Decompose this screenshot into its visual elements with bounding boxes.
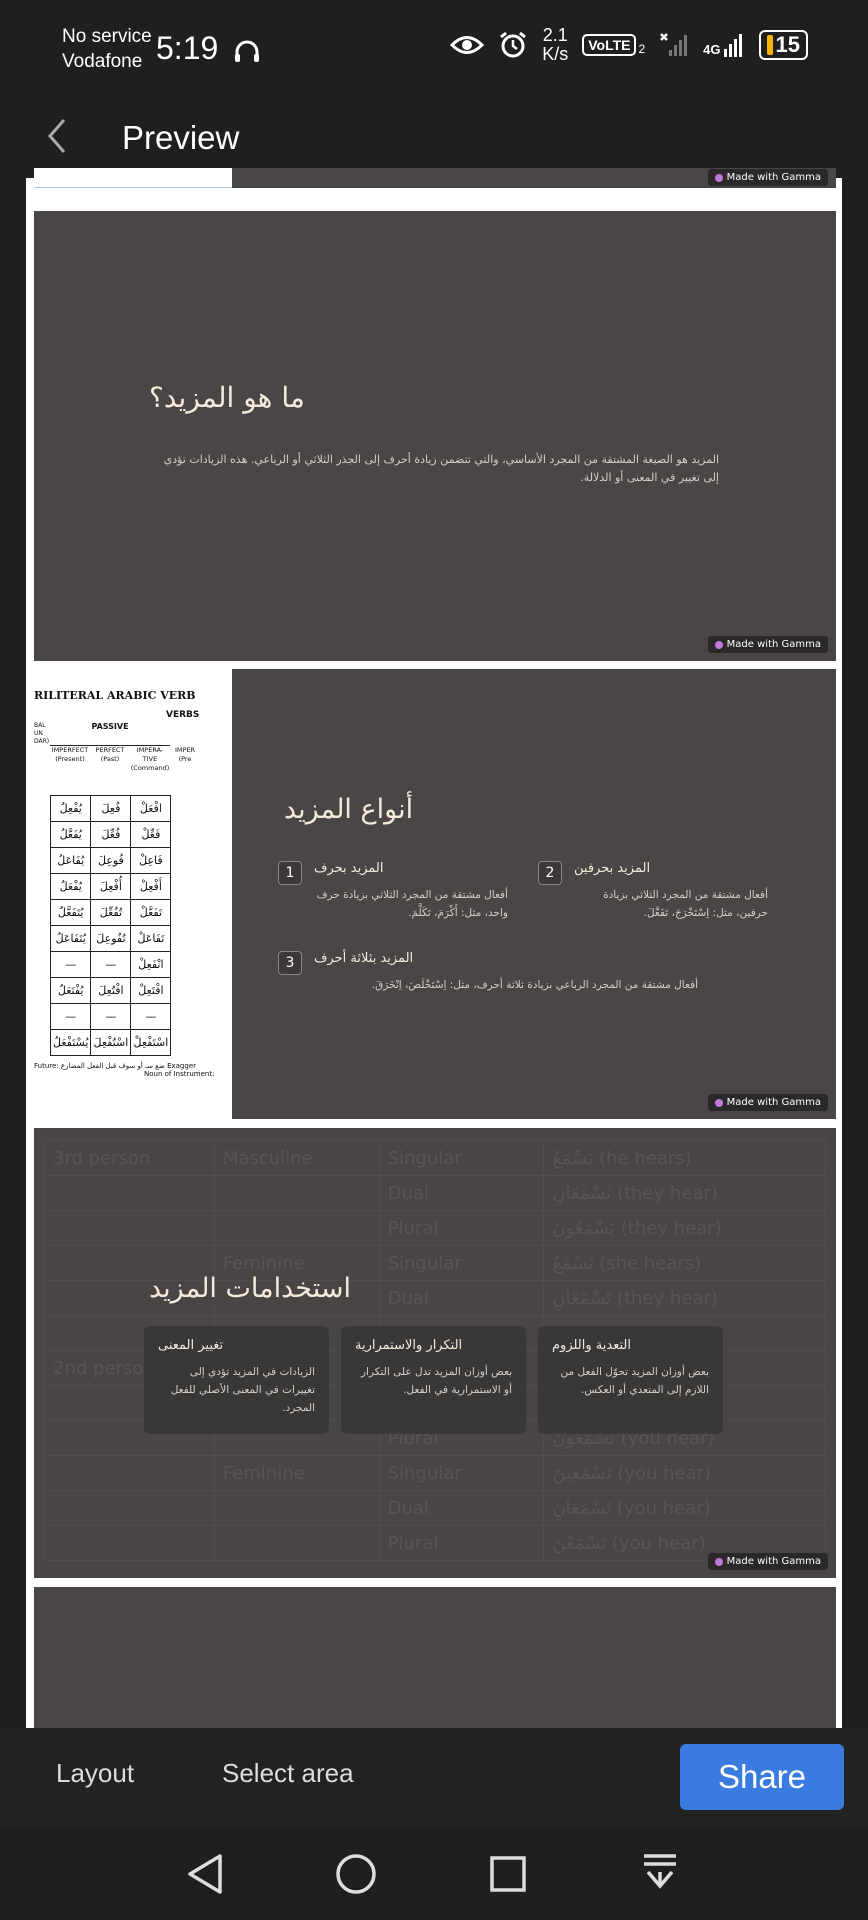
volte-badge: VoLTE [582,34,636,56]
use-card [341,1326,526,1434]
page-title: Preview [122,119,240,156]
status-bar [0,0,868,98]
verb-table-cell: يُفَاعَلُ [51,848,91,874]
badge-text: Made with Gamma [726,172,821,183]
use-card-desc: بعض أوزان المزيد تحوّل الفعل من اللازم إلى المتعدي أو العكس. [560,1366,709,1396]
use-card-title: التكرار والاستمرارية [355,1338,463,1353]
image-header-row [34,722,232,746]
type-title: المزيد بحرف [314,861,384,876]
image-footer-1: Future: ضع سـ أو سوف قبل الفعل المضارع [34,1062,165,1070]
home-circle-icon[interactable] [334,1852,378,1896]
notifications-down-icon[interactable] [640,1852,680,1896]
carrier-line2: Vodafone [62,51,143,72]
verb-table-cell: فَعِّلْ [131,822,171,848]
net-speed [542,26,568,64]
verb-table-row [51,848,171,874]
verb-table-cell: تُفُعِّلَ [91,900,131,926]
image-col-imperfect: IMPERFECT (Present) [51,746,89,763]
verb-table-cell: فَاعِلْ [131,848,171,874]
verb-table-cell: افْعَلْ [131,796,171,822]
verb-table-row [51,822,171,848]
verb-table-cell: أَفْعِلْ [131,874,171,900]
status-icons [450,26,808,64]
type-desc: أفعال مشتقة من المجرد الثلاثي بزيادة حرف واحد، مثل: أَكْرَمَ، تَكَلَّمَ. [316,889,508,919]
use-card-title: تغيير المعنى [158,1338,224,1353]
use-card-title: التعدية واللزوم [552,1338,631,1353]
verb-table-row [51,952,171,978]
verb-table-cell: — [91,952,131,978]
volte-sim: 2 [638,42,646,56]
verb-table-cell: انْفَعِلْ [131,952,171,978]
gamma-icon [715,174,723,182]
verb-table-cell: يُفْعَلُ [51,874,91,900]
image-col-imper2: IMPER (Pre [174,746,196,763]
app-bar [0,98,868,178]
image-footer-2: Exagger [167,1062,197,1070]
carrier-line1: No service [62,26,152,47]
battery-fill [767,35,773,55]
slide-partial-bottom [34,1587,836,1747]
slide-body: المزيد هو الصيغة المشتقة من المجرد الأساسي، والتي تتضمن زيادة أحرف إلى الجذر الثلاثي أو الرباعي. هذه الزيادات تؤدي إلى تغيير في المعنى أو الدلالة. [163,453,719,484]
type-title: المزيد بحرفين [574,861,651,876]
verb-table-cell: يُفْتَعَلُ [51,978,91,1004]
alarm-icon [498,30,528,60]
use-card [538,1326,723,1434]
verb-table-row [51,874,171,900]
type-number: 1 [278,861,302,885]
verb-table-cell: أُفْعِلَ [91,874,131,900]
battery-level: 15 [775,32,800,57]
slide-title: استخدامات المزيد [149,1273,351,1304]
type-item [278,951,698,994]
badge-text: Made with Gamma [726,1556,821,1567]
verb-table-row [51,796,171,822]
verb-table-cell: اسْتُفْعِلَ [91,1030,131,1056]
verb-table-row [51,1030,171,1056]
slide-image-strip [34,168,232,188]
use-card [144,1326,329,1434]
slide-uses-of-mazid [34,1128,836,1578]
verb-table-row [51,1004,171,1030]
verb-table-cell: — [51,1004,91,1030]
type-desc: أفعال مشتقة من المجرد الرباعي بزيادة ثلاثة أحرف، مثل: اِسْتَخْلَصَ، اِنْخَرَقَ. [371,979,698,991]
net-speed-unit: K/s [542,44,569,64]
badge-text: Made with Gamma [726,1097,821,1108]
document-preview[interactable] [26,172,842,1728]
battery-indicator [759,30,808,60]
net-speed-value: 2.1 [542,25,568,45]
type-title: المزيد بثلاثة أحرف [314,951,414,966]
made-with-gamma-badge [708,1553,828,1570]
signal-4g [703,33,744,57]
type-desc: أفعال مشتقة من المجرد الثلاثي بزيادة حرفين، مثل: اِسْتَخْرَجَ، تَفَعَّلَ. [603,889,768,919]
image-footer-3: Noun of Instrument: [144,1070,215,1078]
use-card-desc: الزيادات في المزيد تؤدي إلى تغييرات في المعنى الأصلي للفعل المجرد. [170,1366,315,1414]
share-button[interactable]: Share [680,1744,844,1810]
system-nav-bar [0,1828,868,1920]
type-number: 3 [278,951,302,975]
image-heading: RILITERAL ARABIC VERB [34,689,196,702]
signal-bars-icon [723,33,745,57]
recents-square-icon[interactable] [488,1854,528,1894]
verb-table-cell: افْتُعِلَ [91,978,131,1004]
image-passive-label: PASSIVE [50,722,170,746]
back-button[interactable] [38,110,78,162]
headphones-icon [233,38,261,64]
volte-indicator [582,34,645,56]
verb-table-cell: يُسْتَفْعَلُ [51,1030,91,1056]
verb-table-cell: فُوعِلَ [91,848,131,874]
gamma-icon [715,1099,723,1107]
verb-table-row [51,900,171,926]
verb-table-cell: — [51,952,91,978]
no-signal-icon [659,32,689,58]
use-card-desc: بعض أوزان المزيد تدل على التكرار أو الاستمرارية في الفعل. [360,1366,512,1396]
verb-table-row [51,978,171,1004]
network-type: 4G [703,42,721,57]
layout-button[interactable]: Layout [56,1758,135,1788]
verb-table-cell: تَفَعَّلْ [131,900,171,926]
verb-table-cell: يُتَفَعَّلُ [51,900,91,926]
back-triangle-icon[interactable] [184,1852,226,1896]
select-area-button[interactable]: Select area [222,1758,354,1788]
type-number: 2 [538,861,562,885]
eye-icon [450,34,484,56]
slide-types-of-mazid [34,669,836,1119]
verb-table-cell: فُعِّلَ [91,822,131,848]
verb-table-row [51,926,171,952]
made-with-gamma-badge [708,169,828,186]
slide-title: أنواع المزيد [284,794,414,825]
image-verbs-label: VERBS [166,710,200,720]
verb-table-cell: اسْتَفْعِلْ [131,1030,171,1056]
slide-partial-top [34,168,836,188]
verb-table-cell: تَفَاعَلْ [131,926,171,952]
verb-table-cell: — [131,1004,171,1030]
made-with-gamma-badge [708,1094,828,1111]
image-col-imperative: IMPERA-TIVE (Command) [130,746,170,772]
verb-table-cell: يُتَفَاعَلُ [51,926,91,952]
type-item [278,861,508,922]
made-with-gamma-badge [708,636,828,653]
image-footer [34,1062,232,1078]
type-item [538,861,768,922]
verb-table [50,795,171,1056]
badge-text: Made with Gamma [726,639,821,650]
verb-table-cell: تُفُوعِلَ [91,926,131,952]
verb-table-cell: يُفَعَّلُ [51,822,91,848]
verb-table-cell: فُعِلَ [91,796,131,822]
carrier-info [62,24,152,74]
gamma-icon [715,1558,723,1566]
gamma-icon [715,641,723,649]
verb-table-image [34,669,232,1119]
slide-title: ما هو المزيد؟ [149,381,305,414]
verb-table-cell: افْتَعِلْ [131,978,171,1004]
verb-table-cell: يُفْعِلُ [51,796,91,822]
bottom-action-bar [0,1728,868,1828]
image-col-headers [34,746,232,773]
clock-time: 5:19 [156,30,219,66]
chevron-left-icon [38,110,78,162]
image-col-perfect: PERFECT (Past) [95,746,125,763]
image-col-side: BAL UN DAR) [34,722,50,745]
clock [156,30,261,67]
slide-what-is-mazid [34,211,836,661]
verb-table-cell: — [91,1004,131,1030]
